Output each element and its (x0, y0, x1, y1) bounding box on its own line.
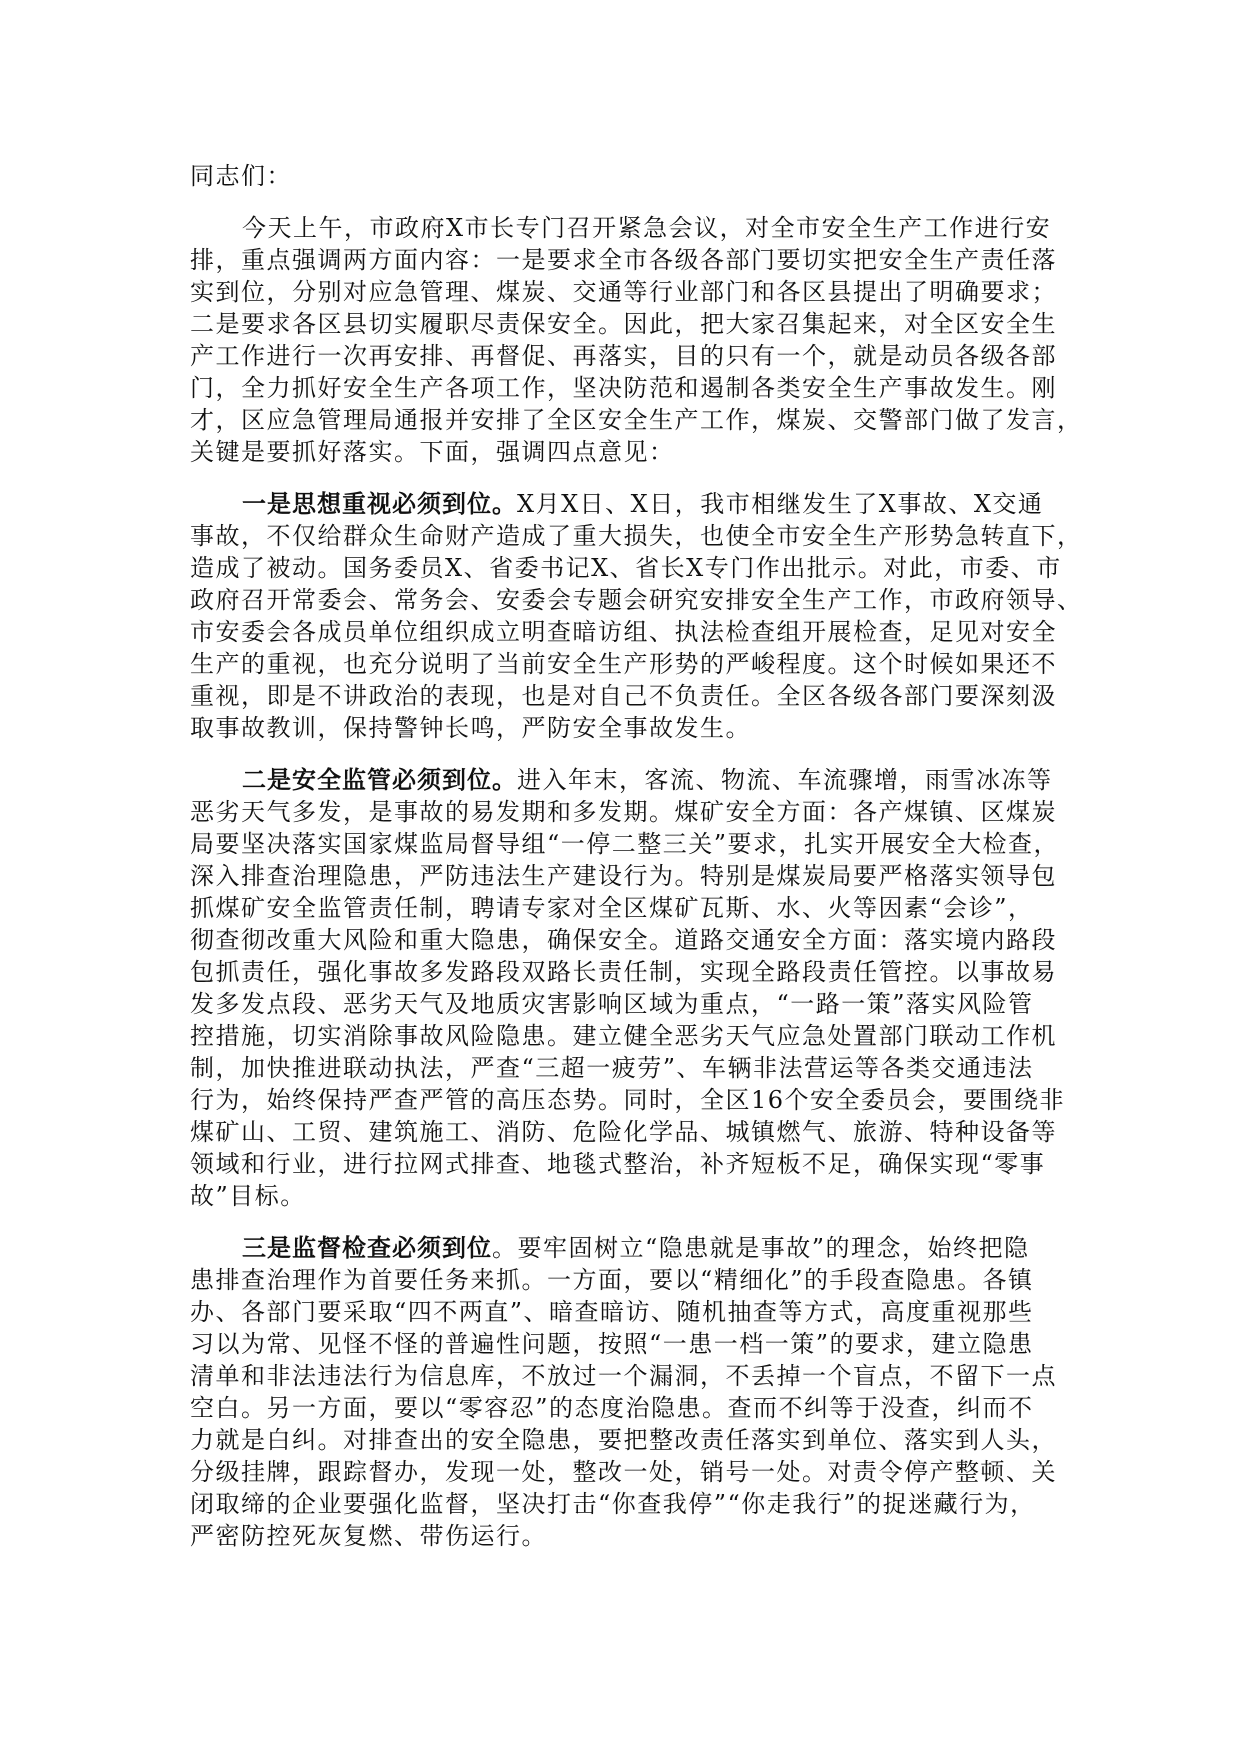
text-line: 领域和行业，进行拉网式排查、地毯式整治，补齐短板不足，确保实现“零事 (190, 1150, 1046, 1178)
text-line: 深入排查治理隐患，严防违法生产建设行为。特别是煤炭局要严格落实领导包 (190, 862, 1057, 890)
text-line: 分级挂牌，跟踪督办，发现一处，整改一处，销号一处。对责令停产整顿、关 (190, 1458, 1057, 1486)
text-line: 习以为常、见怪不怪的普遍性问题，按照“一患一档一策”的要求，建立隐患 (190, 1330, 1034, 1358)
salutation: 同志们： (190, 162, 292, 190)
text-line: 患排查治理作为首要任务来抓。一方面，要以“精细化”的手段查隐患。各镇 (190, 1266, 1034, 1294)
text-line: 造成了被动。国务委员X、省委书记X、省长X专门作出批示。对此，市委、市 (190, 554, 1062, 582)
heading-punctuation: 。 (492, 490, 517, 518)
text-line: 生产的重视，也充分说明了当前安全生产形势的严峻程度。这个时候如果还不 (190, 650, 1057, 678)
heading-punctuation: 。 (492, 766, 517, 794)
text-line: 发多发点段、恶劣天气及地质灾害影响区域为重点，“一路一策”落实风险管 (190, 990, 1034, 1018)
text-line: 行为，始终保持严查严管的高压态势。同时，全区16个安全委员会，要围绕非 (190, 1086, 1066, 1114)
text-line: 重视，即是不讲政治的表现，也是对自己不负责任。全区各级各部门要深刻汲 (190, 682, 1057, 710)
text-line: 局要坚决落实国家煤监局督导组“一停二整三关”要求，扎实开展安全大检查， (190, 830, 1060, 858)
text-line: 市安委会各成员单位组织成立明查暗访组、执法检查组开展检查，足见对安全 (190, 618, 1057, 646)
paragraph-point-3 (190, 1232, 1070, 1552)
paragraph-intro (190, 212, 1083, 468)
section-heading: 一是思想重视必须到位 (242, 490, 492, 518)
text-line: 清单和非法违法行为信息库，不放过一个漏洞，不丢掉一个盲点，不留下一点 (190, 1362, 1057, 1390)
text-run: X月X日、X日，我市相继发生了X事故、X交通 (517, 490, 1044, 518)
section-heading: 二是安全监管必须到位 (242, 766, 492, 794)
text-line: 闭取缔的企业要强化监督，坚决打击“你查我停”“你走我行”的捉迷藏行为， (190, 1490, 1036, 1518)
text-line: 控措施，切实消除事故风险隐患。建立健全恶劣天气应急处置部门联动工作机 (190, 1022, 1057, 1050)
text-line: 办、各部门要采取“四不两直”、暗查暗访、随机抽查等方式，高度重视那些 (190, 1298, 1034, 1326)
text-line: 煤矿山、工贸、建筑施工、消防、危险化学品、城镇燃气、旅游、特种设备等 (190, 1118, 1057, 1146)
section-heading: 三是监督检查必须到位 (242, 1234, 492, 1262)
paragraph-point-2 (190, 764, 1070, 1212)
text-line (190, 764, 1070, 796)
text-line (190, 488, 1070, 520)
text-line: 排，重点强调两方面内容：一是要求全市各级各部门要切实把安全生产责任落 (190, 246, 1057, 274)
text-line: 力就是白纠。对排查出的安全隐患，要把整改责任落实到单位、落实到人头， (190, 1426, 1057, 1454)
document-page (190, 160, 1083, 1572)
text-line: 制，加快推进联动执法，严查“三超一疲劳”、车辆非法营运等各类交通违法 (190, 1054, 1034, 1082)
text-line: 二是要求各区县切实履职尽责保安全。因此，把大家召集起来，对全区安全生 (190, 310, 1057, 338)
text-line: 事故，不仅给群众生命财产造成了重大损失，也使全市安全生产形势急转直下， (190, 522, 1083, 550)
text-line: 包抓责任，强化事故多发路段双路长责任制，实现全路段责任管控。以事故易 (190, 958, 1057, 986)
text-run: 。要牢固树立“隐患就是事故”的理念，始终把隐 (492, 1234, 1030, 1262)
text-line: 产工作进行一次再安排、再督促、再落实，目的只有一个，就是动员各级各部 (190, 342, 1057, 370)
text-line: 抓煤矿安全监管责任制，聘请专家对全区煤矿瓦斯、水、火等因素“会诊”， (190, 894, 1034, 922)
text-line: 才，区应急管理局通报并安排了全区安全生产工作，煤炭、交警部门做了发言， (190, 406, 1083, 434)
text-line: 故”目标。 (190, 1182, 306, 1210)
text-line: 空白。另一方面，要以“零容忍”的态度治隐患。查而不纠等于没查，纠而不 (190, 1394, 1034, 1422)
text-line: 恶劣天气多发，是事故的易发期和多发期。煤矿安全方面：各产煤镇、区煤炭 (190, 798, 1057, 826)
text-line (190, 1232, 1070, 1264)
text-line: 门，全力抓好安全生产各项工作，坚决防范和遏制各类安全生产事故发生。刚 (190, 374, 1057, 402)
text-line: 彻查彻改重大风险和重大隐患，确保安全。道路交通安全方面：落实境内路段 (190, 926, 1057, 954)
text-line: 严密防控死灰复燃、带伤运行。 (190, 1522, 547, 1550)
text-line: 实到位，分别对应急管理、煤炭、交通等行业部门和各区县提出了明确要求； (190, 278, 1057, 306)
text-line: 取事故教训，保持警钟长鸣，严防安全事故发生。 (190, 714, 751, 742)
text-run: 进入年末，客流、物流、车流骤增，雨雪冰冻等 (517, 766, 1053, 794)
text-line: 今天上午，市政府X市长专门召开紧急会议，对全市安全生产工作进行安 (242, 214, 1052, 242)
text-line: 政府召开常委会、常务会、安委会专题会研究安排安全生产工作，市政府领导、 (190, 586, 1083, 614)
text-line: 关键是要抓好落实。下面，强调四点意见： (190, 438, 675, 466)
paragraph-point-1 (190, 488, 1083, 744)
